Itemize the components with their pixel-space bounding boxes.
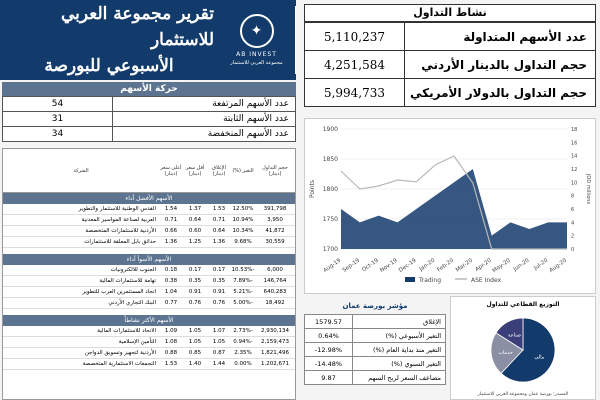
x-tick-label: Mar-20: [454, 257, 474, 274]
y-tick-label: 1700: [322, 246, 338, 253]
x-tick-label: May-20: [491, 257, 512, 275]
table-row: [3, 298, 295, 309]
report-title: [0, 0, 218, 80]
cell-close: 0.17: [212, 267, 226, 273]
sector-distribution-panel: [450, 296, 596, 400]
legend-label-ase: ASE Index: [471, 277, 502, 284]
table-row: [305, 357, 446, 371]
y2-tick-label: 0: [571, 247, 575, 253]
cell-low: 0.64: [188, 217, 202, 223]
stocks-section-title: الأسهم الأسوأ أداء: [3, 254, 295, 265]
report-title-line1: تقرير مجموعة العربي للاستثمار: [61, 4, 214, 50]
table-row: [3, 265, 295, 276]
x-tick-label: Aug-20: [548, 257, 569, 274]
cell-name: حدائق بابل المعلقة للاستثمارات: [84, 239, 156, 245]
trading-series-area: [341, 169, 567, 249]
index-label: التغير منذ بداية العام (%): [353, 343, 446, 357]
cell-name: البنك التجاري الأردني: [108, 300, 156, 306]
cell-high: 0.88: [164, 350, 178, 356]
cell-low: 0.76: [188, 300, 202, 306]
cell-high: 1.54: [164, 206, 178, 212]
table-row: [305, 23, 596, 51]
cell-close: 1.05: [212, 339, 226, 345]
cell-high: 1.08: [164, 339, 178, 345]
cell-high: 0.66: [164, 228, 178, 234]
header-low: أقل سعر (دينار): [185, 164, 205, 177]
table-row: [3, 359, 295, 370]
x-tick-label: Apr-20: [474, 257, 493, 274]
table-row: [305, 315, 446, 329]
y2-tick-label: 16: [571, 140, 578, 147]
legend-swatch-trading: [405, 277, 415, 282]
cell-close: 0.35: [212, 278, 226, 284]
trading-activity-title: نشاط التداول: [304, 4, 596, 22]
sector-distribution-title: التوزيع القطاعي للتداول: [486, 301, 560, 308]
y2-axis-label: JOD millions: [585, 173, 591, 205]
x-tick-label: Oct-19: [361, 257, 380, 274]
movement-value: 54: [3, 97, 113, 112]
cell-change: 9.68%: [234, 239, 252, 245]
header-volume: حجم التداول (دينار): [262, 164, 288, 177]
cell-close: 1.44: [212, 361, 226, 367]
logo-subtitle: مجموعة العربي للاستثمار: [230, 60, 283, 66]
cell-change: 10.94%: [232, 217, 254, 223]
trading-label: حجم التداول بالدولار الأمريكي: [405, 79, 596, 107]
cell-high: 1.09: [164, 328, 178, 334]
y2-tick-label: 6: [571, 207, 575, 213]
cell-close: 0.64: [212, 228, 226, 234]
cell-low: 0.35: [188, 278, 202, 284]
cell-volume: 640,283: [263, 289, 287, 295]
cell-name: الأردنية للاستثمارات المتخصصة: [85, 228, 156, 234]
cell-low: 0.17: [188, 267, 202, 273]
x-tick-label: Jan-20: [418, 257, 437, 273]
cell-change: 2.35%: [234, 350, 252, 356]
y-tick-label: 1850: [322, 156, 338, 163]
index-value: -14.48%: [305, 357, 353, 371]
cell-volume: 1,821,496: [261, 350, 289, 356]
cell-change: -5.21%: [233, 289, 253, 295]
index-label: التغير الأسبوعي (%): [353, 329, 446, 343]
cell-volume: 2,159,473: [261, 339, 289, 345]
x-tick-label: Jul-20: [533, 257, 550, 272]
cell-change: 0.00%: [234, 361, 252, 367]
cell-volume: 391,798: [263, 206, 287, 212]
cell-volume: 2,930,134: [261, 328, 289, 334]
cell-low: 1.25: [188, 239, 202, 245]
cell-change: 12.50%: [232, 206, 254, 212]
cell-close: 0.87: [212, 350, 226, 356]
table-row: [3, 337, 295, 348]
index-value: 1579.57: [305, 315, 353, 329]
stocks-section-title: الأسهم الأفضل أداء: [3, 193, 295, 204]
table-row: [3, 226, 295, 237]
table-row: [3, 287, 295, 298]
x-tick-label: Nov-19: [379, 257, 399, 274]
header-high: أعلى سعر (دينار): [160, 164, 182, 177]
table-row: [3, 215, 295, 226]
shares-movement-title: حركة الأسهم: [2, 82, 296, 96]
movement-value: 31: [3, 112, 113, 127]
source-footer: المصدر: بورصة عمان ومجموعة العربي للاستثمار: [477, 392, 569, 397]
stocks-sections: [3, 193, 295, 370]
cell-change: -5.00%: [233, 300, 253, 306]
cell-volume: 1,202,671: [261, 361, 289, 367]
cell-high: 1.36: [164, 239, 178, 245]
pie-slice-label: صناعة: [508, 332, 521, 339]
cell-close: 0.91: [212, 289, 226, 295]
y2-tick-label: 14: [571, 153, 578, 160]
cell-volume: 3,950: [267, 217, 283, 223]
report-header: [0, 0, 296, 80]
pie-chart-svg: [451, 308, 595, 388]
table-row: [3, 127, 296, 142]
header-close: الإغلاق (دينار): [212, 164, 226, 177]
cell-name: التأمين الإسلامية: [118, 339, 156, 345]
x-tick-label: Feb-20: [436, 257, 456, 274]
cell-high: 0.77: [164, 300, 178, 306]
cell-low: 0.85: [188, 350, 202, 356]
shares-movement-table: [2, 96, 296, 142]
cell-change: -7.89%: [233, 278, 253, 284]
y2-tick-label: 2: [571, 233, 575, 240]
cell-change: 10.34%: [232, 228, 254, 234]
y2-tick-label: 12: [571, 167, 578, 173]
cell-name: القدس الوطنية للاستثمار والتطوير: [78, 206, 156, 212]
cell-name: الاتحاد للاستثمارات المالية: [97, 328, 156, 334]
cell-low: 0.91: [188, 289, 202, 295]
trading-value: 5,994,733: [305, 79, 405, 107]
table-row: [305, 329, 446, 343]
chart-svg: [305, 119, 595, 293]
stocks-section-title: الأسهم الأكثر نشاطاً: [3, 315, 295, 326]
table-row: [305, 79, 596, 107]
table-row: [305, 51, 596, 79]
cell-change: -2.73%: [233, 328, 253, 334]
cell-low: 1.05: [188, 339, 202, 345]
table-row: [3, 348, 295, 359]
index-value: -12.98%: [305, 343, 353, 357]
cell-close: 1.53: [212, 206, 226, 212]
x-tick-label: Sep-19: [341, 257, 361, 274]
stocks-table: [2, 148, 296, 400]
cell-name: تهامة للاستثمارات المالية: [99, 278, 156, 284]
index-value: 0.64%: [305, 329, 353, 343]
cell-name: التجمعات الاستثمارية المتخصصة: [82, 361, 156, 367]
logo: [218, 6, 296, 74]
cell-low: 1.37: [188, 206, 202, 212]
amman-index-title: مؤشر بورصة عمان: [342, 302, 408, 310]
movement-value: 34: [3, 127, 113, 142]
cell-close: 0.71: [212, 217, 226, 223]
movement-label: عدد الأسهم المرتفعة: [113, 97, 296, 112]
cell-name: الجنوب للالكترونيات: [110, 267, 156, 273]
index-label: مضاعف السعر لربح السهم: [353, 371, 446, 385]
index-label: التغير السنوي (%): [353, 357, 446, 371]
cell-volume: 146,764: [263, 278, 287, 284]
index-value: 9.87: [305, 371, 353, 385]
x-tick-label: Aug-19: [322, 257, 343, 274]
header-change: التغير (%): [232, 167, 254, 174]
cell-high: 0.18: [164, 267, 178, 273]
pie-slice-label: خدمات: [498, 350, 513, 357]
y2-tick-label: 18: [571, 127, 578, 133]
legend-label-trading: Trading: [419, 277, 442, 284]
header-company: الشركة: [73, 167, 89, 174]
cell-high: 1.53: [164, 361, 178, 367]
table-row: [305, 371, 446, 385]
cell-change: -0.94%: [233, 339, 253, 345]
cell-high: 0.38: [164, 278, 178, 284]
cell-volume: 41,872: [265, 228, 285, 234]
cell-name: الأردنية لتجهيز وتسويق الدواجن: [84, 350, 156, 356]
table-row: [3, 326, 295, 337]
trading-label: عدد الأسهم المتداولة: [405, 23, 596, 51]
pie-slice-label: مالي: [534, 354, 545, 361]
stocks-table-header: [3, 149, 295, 193]
y-axis-label: Points: [309, 179, 316, 199]
amman-index-panel: [304, 302, 446, 400]
movement-label: عدد الأسهم الثابتة: [113, 112, 296, 127]
trading-activity-panel: [304, 4, 596, 108]
cell-close: 1.36: [212, 239, 226, 245]
shares-movement-panel: [2, 82, 296, 142]
logo-emblem-icon: ✦: [240, 14, 274, 48]
cell-low: 1.05: [188, 328, 202, 334]
trading-value: 4,251,584: [305, 51, 405, 79]
cell-high: 1.04: [164, 289, 178, 295]
movement-label: عدد الأسهم المنخفضة: [113, 127, 296, 142]
cell-volume: 6,000: [267, 267, 283, 273]
trading-activity-table: [304, 22, 596, 107]
cell-volume: 30,559: [265, 239, 285, 245]
ase-index-chart: [304, 118, 596, 294]
cell-close: 1.07: [212, 328, 226, 334]
trading-label: حجم التداول بالدينار الأردني: [405, 51, 596, 79]
y-tick-label: 1750: [322, 216, 338, 223]
index-label: الإغلاق: [353, 315, 446, 329]
table-row: [3, 237, 295, 248]
y2-tick-label: 10: [571, 180, 578, 187]
cell-name: العربية لصناعة المواسير المعدنية: [81, 217, 156, 223]
cell-low: 0.60: [188, 228, 202, 234]
report-title-line2: الأسبوعي للبورصة: [44, 56, 174, 76]
cell-volume: 18,492: [265, 300, 285, 306]
table-row: [3, 276, 295, 287]
amman-index-table: [304, 314, 446, 385]
cell-high: 0.71: [164, 217, 178, 223]
cell-change: -10.53%: [231, 267, 255, 273]
table-row: [3, 204, 295, 215]
table-row: [3, 97, 296, 112]
y-tick-label: 1800: [322, 186, 338, 193]
cell-name: اتحاد المستثمرين العرب للتطوير: [82, 289, 156, 295]
y-tick-label: 1900: [322, 126, 338, 133]
trading-value: 5,110,237: [305, 23, 405, 51]
x-tick-label: Jun-20: [512, 257, 531, 273]
cell-low: 1.40: [188, 361, 202, 367]
x-tick-label: Dec-19: [397, 257, 418, 274]
y2-tick-label: 8: [571, 193, 575, 200]
logo-name: AB INVEST: [236, 51, 277, 58]
y2-tick-label: 4: [571, 220, 575, 227]
cell-close: 0.76: [212, 300, 226, 306]
table-row: [3, 112, 296, 127]
table-row: [305, 343, 446, 357]
